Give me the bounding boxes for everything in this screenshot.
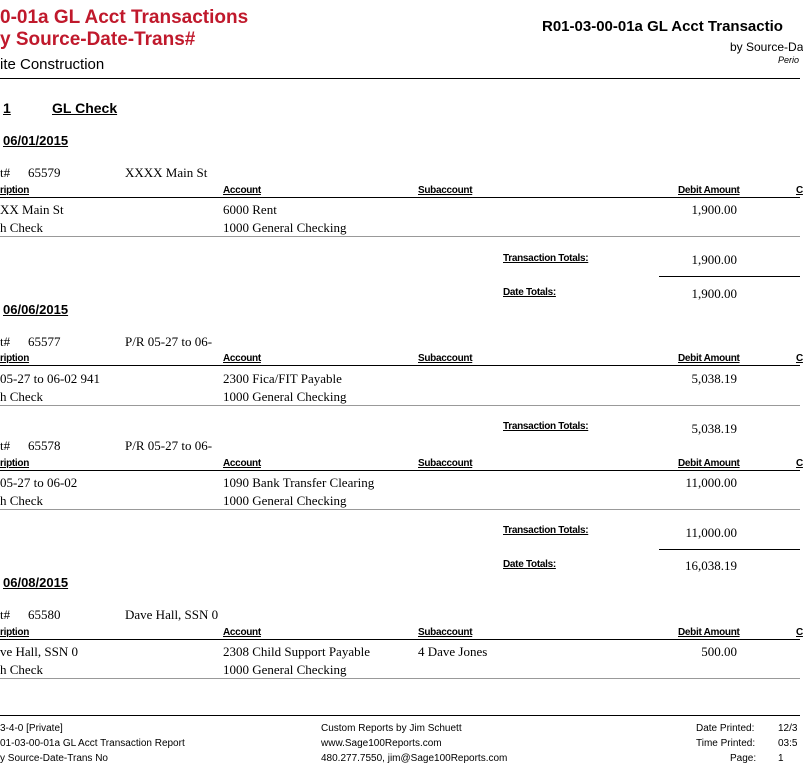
footer-author: Custom Reports by Jim Schuett [321,723,462,734]
trans-prefix: t# [0,438,11,453]
report-subtitle-right: by Source-Da [730,40,803,54]
page-label: Page: [730,753,757,764]
col-account: Account [223,185,261,196]
total-rule [659,276,800,277]
row-rule [0,405,800,406]
report-title-right: R01-03-00-01a GL Acct Transactio [542,18,783,35]
report-title-line2: y Source-Date-Trans# [0,29,196,50]
source-name: GL Check [52,100,118,116]
row-account: 1000 General Checking [223,662,347,677]
trans-prefix: t# [0,334,11,349]
row-description: h Check [0,389,43,404]
transaction-memo: Dave Hall, SSN 0 [125,607,219,622]
transaction-totals-label: Transaction Totals: [503,525,589,536]
time-printed-label: Time Printed: [696,738,756,749]
row-rule [0,236,800,237]
transaction-totals-label: Transaction Totals: [503,253,589,264]
row-description: h Check [0,493,43,508]
page-value: 1 [778,753,784,764]
report-title-line1: 0-01a GL Acct Transactions [0,7,249,28]
col-credit: C [796,185,803,196]
transaction-number: 65580 [28,607,61,622]
column-rule [0,365,800,366]
header-divider [0,78,800,79]
date-totals-label: Date Totals: [503,287,556,298]
transaction-number: 65577 [28,334,61,349]
col-description: ription [0,627,30,638]
row-account: 2308 Child Support Payable [223,644,370,659]
col-subaccount: Subaccount [418,627,473,638]
row-account: 6000 Rent [223,202,277,217]
transaction-totals-label: Transaction Totals: [503,421,589,432]
transaction-memo: P/R 05-27 to 06- [125,334,213,349]
row-rule [0,509,800,510]
date-total-value: 16,038.19 [685,558,737,573]
row-debit: 500.00 [701,644,737,659]
row-subaccount: 4 Dave Jones [418,644,488,659]
col-description: ription [0,185,30,196]
date-header: 06/08/2015 [3,575,69,590]
row-description: ve Hall, SSN 0 [0,644,78,659]
transaction-total-value: 11,000.00 [685,525,737,540]
row-account: 2300 Fica/FIT Payable [223,371,342,386]
col-debit: Debit Amount [678,185,740,196]
date-totals-label: Date Totals: [503,559,556,570]
period-label: Perio [778,55,800,65]
col-subaccount: Subaccount [418,353,473,364]
col-debit: Debit Amount [678,353,740,364]
row-account: 1090 Bank Transfer Clearing [223,475,375,490]
row-account: 1000 General Checking [223,389,347,404]
footer-divider [0,715,800,716]
footer-sort: y Source-Date-Trans No [0,753,108,764]
footer-contact: 480.277.7550, jim@Sage100Reports.com [321,753,508,764]
source-code: 1 [3,100,11,116]
date-header: 06/06/2015 [3,302,69,317]
row-rule [0,678,800,679]
row-debit: 1,900.00 [691,202,737,217]
company-name: ite Construction [0,56,105,73]
footer-report-name: 01-03-00-01a GL Acct Transaction Report [0,738,185,749]
col-description: ription [0,458,30,469]
column-rule [0,470,800,471]
row-debit: 11,000.00 [685,475,737,490]
row-description: 05-27 to 06-02 941 [0,371,101,386]
transaction-memo: XXXX Main St [125,165,208,180]
date-printed-value: 12/3 [778,723,798,734]
row-debit: 5,038.19 [691,371,737,386]
transaction-memo: P/R 05-27 to 06- [125,438,213,453]
col-account: Account [223,627,261,638]
time-printed-value: 03:5 [778,738,798,749]
total-rule [659,549,800,550]
row-account: 1000 General Checking [223,220,347,235]
col-debit: Debit Amount [678,458,740,469]
transaction-total-value: 5,038.19 [691,421,737,436]
date-header: 06/01/2015 [3,133,69,148]
col-debit: Debit Amount [678,627,740,638]
transaction-number: 65578 [28,438,61,453]
transaction-number: 65579 [28,165,61,180]
footer-website: www.Sage100Reports.com [321,738,442,749]
trans-prefix: t# [0,607,11,622]
footer-version: 3-4-0 [Private] [0,723,63,734]
col-account: Account [223,458,261,469]
col-account: Account [223,353,261,364]
column-rule [0,197,800,198]
col-credit: C [796,458,803,469]
transaction-total-value: 1,900.00 [691,252,737,267]
col-credit: C [796,627,803,638]
col-subaccount: Subaccount [418,458,473,469]
column-rule [0,639,800,640]
row-description: h Check [0,662,43,677]
col-credit: C [796,353,803,364]
row-description: 05-27 to 06-02 [0,475,78,490]
row-description: h Check [0,220,43,235]
date-printed-label: Date Printed: [696,723,755,734]
col-subaccount: Subaccount [418,185,473,196]
date-total-value: 1,900.00 [691,286,737,301]
col-description: ription [0,353,30,364]
trans-prefix: t# [0,165,11,180]
row-account: 1000 General Checking [223,493,347,508]
row-description: XX Main St [0,202,64,217]
